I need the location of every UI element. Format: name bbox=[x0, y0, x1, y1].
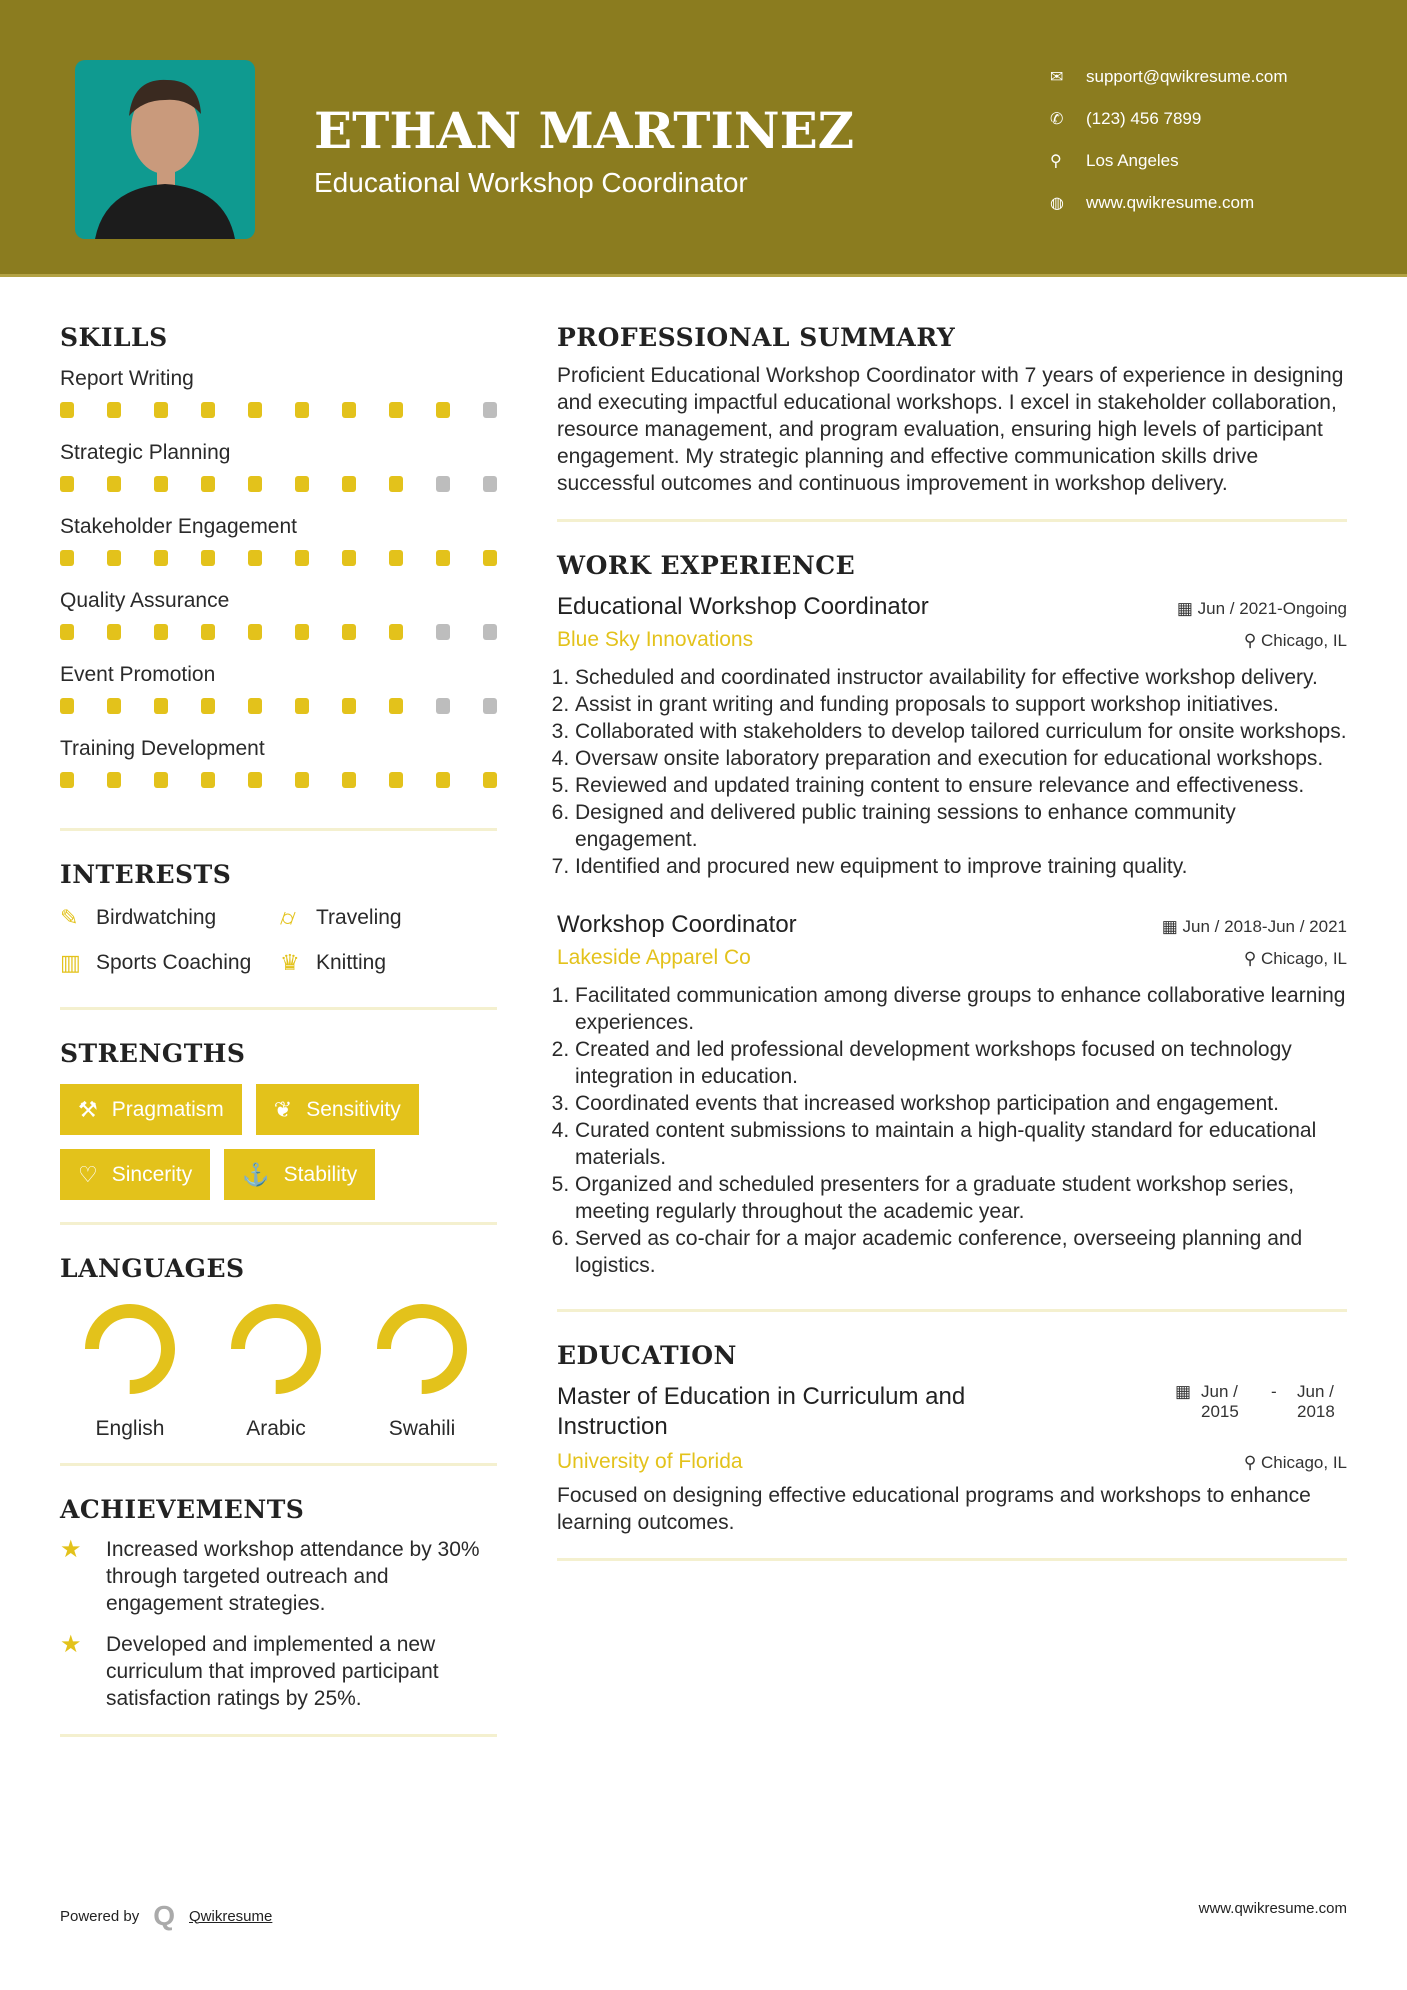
job-dates bbox=[1162, 917, 1347, 937]
rating-dot bbox=[295, 550, 309, 566]
contact-website[interactable] bbox=[1050, 182, 1288, 224]
candidate-title: Educational Workshop Coordinator bbox=[314, 167, 748, 198]
job-entry bbox=[557, 592, 1347, 880]
skill-label: Event Promotion bbox=[60, 663, 216, 686]
rating-dot bbox=[154, 402, 168, 418]
company-name: Blue Sky Innovations bbox=[557, 628, 754, 651]
skill-rating bbox=[60, 618, 497, 658]
rating-dot bbox=[295, 402, 309, 418]
section-heading: SKILLS bbox=[60, 323, 168, 352]
section-heading: STRENGTHS bbox=[60, 1039, 246, 1068]
divider bbox=[60, 828, 497, 831]
star-icon: ★ bbox=[60, 1631, 82, 1658]
skill-rating bbox=[60, 766, 497, 806]
profile-photo bbox=[75, 60, 255, 239]
rating-dot bbox=[483, 476, 497, 492]
language-item bbox=[60, 1299, 200, 1441]
rating-dot bbox=[342, 624, 356, 640]
job-bullet: 5. Reviewed and updated training content to ensure relevance and effectiveness. bbox=[575, 772, 1347, 799]
section-heading: LANGUAGES bbox=[60, 1254, 245, 1283]
interest-label: Traveling bbox=[316, 905, 402, 929]
divider bbox=[60, 1734, 497, 1737]
rating-dot bbox=[389, 476, 403, 492]
rating-dot bbox=[295, 624, 309, 640]
rating-dot bbox=[248, 550, 262, 566]
interests-section bbox=[60, 859, 497, 985]
rating-dot bbox=[295, 476, 309, 492]
rating-dot bbox=[107, 476, 121, 492]
job-bullet: 1. Facilitated communication among diverse groups to enhance collaborative learning experiences. bbox=[575, 982, 1347, 1036]
phone-icon: ✆ bbox=[1050, 111, 1064, 128]
rating-dot bbox=[154, 476, 168, 492]
rating-dot bbox=[436, 550, 450, 566]
binoculars-icon: ⌭ bbox=[280, 904, 296, 930]
skill-rating bbox=[60, 470, 497, 510]
contact-location bbox=[1050, 140, 1288, 182]
skills-section bbox=[60, 322, 497, 806]
rating-dot bbox=[154, 698, 168, 714]
skill-label: Strategic Planning bbox=[60, 441, 231, 464]
language-item bbox=[206, 1299, 346, 1441]
rating-dot bbox=[436, 772, 450, 788]
trophy-icon: ♛ bbox=[280, 949, 300, 975]
contact-text: (123) 456 7899 bbox=[1086, 109, 1202, 128]
rating-dot bbox=[248, 402, 262, 418]
skill-label: Report Writing bbox=[60, 367, 194, 390]
languages-section bbox=[60, 1253, 497, 1441]
rating-dot bbox=[342, 698, 356, 714]
rating-dot bbox=[342, 476, 356, 492]
rating-dot bbox=[201, 550, 215, 566]
skill-rating bbox=[60, 396, 497, 436]
rating-dot bbox=[483, 624, 497, 640]
header bbox=[0, 0, 1407, 277]
contact-phone[interactable] bbox=[1050, 98, 1288, 140]
rating-dot bbox=[248, 624, 262, 640]
skill-item bbox=[60, 732, 497, 806]
powered-by-label: Powered by bbox=[60, 1907, 140, 1925]
contact-text: support@qwikresume.com bbox=[1086, 67, 1288, 86]
pin-icon: ⚲ bbox=[1243, 949, 1261, 968]
location-text: Chicago, IL bbox=[1261, 631, 1347, 650]
pin-icon: ⚲ bbox=[1243, 631, 1261, 650]
rating-dot bbox=[342, 550, 356, 566]
skill-item bbox=[60, 658, 497, 732]
interest-item bbox=[280, 895, 402, 940]
rating-dot bbox=[60, 402, 74, 418]
rating-dot bbox=[60, 698, 74, 714]
job-bullets bbox=[557, 982, 1347, 1279]
rating-dot bbox=[389, 698, 403, 714]
envelope-icon: ✉ bbox=[1050, 69, 1064, 86]
interest-label: Knitting bbox=[316, 950, 387, 974]
location-text: Chicago, IL bbox=[1261, 1453, 1347, 1472]
rating-dot bbox=[389, 550, 403, 566]
job-bullet: 3. Collaborated with stakeholders to develop tailored curriculum for onsite workshops. bbox=[575, 718, 1347, 745]
education-location bbox=[1244, 1453, 1347, 1473]
rating-dot bbox=[389, 624, 403, 640]
company-name: Lakeside Apparel Co bbox=[557, 946, 751, 969]
job-bullets bbox=[557, 664, 1347, 880]
rating-dot bbox=[154, 550, 168, 566]
rating-dot bbox=[248, 772, 262, 788]
strengths-section bbox=[60, 1038, 497, 1214]
job-location bbox=[1244, 949, 1347, 969]
job-bullet: 6. Served as co-chair for a major academic conference, overseeing planning and logistics. bbox=[575, 1225, 1347, 1279]
brand-link[interactable]: Qwikresume bbox=[189, 1907, 273, 1925]
calendar-icon: ▦ bbox=[1176, 599, 1198, 618]
job-location bbox=[1244, 631, 1347, 651]
rating-dot bbox=[342, 402, 356, 418]
achievement-text: Developed and implemented a new curriculum that improved participant satisfaction ratings by 25%. bbox=[106, 1633, 439, 1710]
language-ring bbox=[226, 1299, 326, 1399]
dates-text: Jun / 2021-Ongoing bbox=[1197, 599, 1347, 618]
divider bbox=[60, 1463, 497, 1466]
rating-dot bbox=[295, 698, 309, 714]
calendar-icon: ▦ bbox=[1174, 1382, 1191, 1401]
interest-label: Birdwatching bbox=[96, 905, 217, 929]
rating-dot bbox=[201, 476, 215, 492]
strength-tag bbox=[60, 1149, 210, 1200]
job-title: Educational Workshop Coordinator bbox=[557, 593, 929, 620]
rating-dot bbox=[483, 772, 497, 788]
right-column bbox=[557, 322, 1347, 1589]
job-bullet: 7. Identified and procured new equipment to improve training quality. bbox=[575, 853, 1347, 880]
section-heading: ACHIEVEMENTS bbox=[60, 1495, 305, 1524]
globe-icon: ◍ bbox=[1050, 195, 1064, 212]
job-bullet: 3. Coordinated events that increased workshop participation and engagement. bbox=[575, 1090, 1347, 1117]
education-dates: ▦ Jun / 2015 - Jun / 2018 bbox=[1175, 1382, 1347, 1422]
contact-email[interactable] bbox=[1050, 56, 1288, 98]
pin-icon: ⚲ bbox=[1243, 1453, 1261, 1472]
skill-label: Stakeholder Engagement bbox=[60, 515, 297, 538]
edit-icon: ✎ bbox=[60, 904, 79, 930]
rating-dot bbox=[201, 698, 215, 714]
rating-dot bbox=[154, 624, 168, 640]
language-ring bbox=[372, 1299, 472, 1399]
suitcase-icon: ▥ bbox=[60, 949, 81, 975]
rating-dot bbox=[107, 624, 121, 640]
interest-item bbox=[60, 895, 280, 940]
divider bbox=[60, 1222, 497, 1225]
achievement-text: Increased workshop attendance by 30% through targeted outreach and engagement strategies. bbox=[106, 1538, 480, 1615]
job-bullet: 5. Organized and scheduled presenters for a graduate student workshop series, meeting regularly throughout the academic year. bbox=[575, 1171, 1347, 1225]
skill-item bbox=[60, 510, 497, 584]
interest-label: Sports Coaching bbox=[96, 950, 252, 974]
skill-label: Quality Assurance bbox=[60, 589, 230, 612]
end-date: Jun / 2018 bbox=[1297, 1382, 1335, 1421]
rating-dot bbox=[60, 476, 74, 492]
degree-title: Master of Education in Curriculum and Instruction bbox=[557, 1383, 966, 1440]
leaf-icon: ❦ bbox=[273, 1096, 293, 1122]
rating-dot bbox=[107, 772, 121, 788]
rating-dot bbox=[483, 402, 497, 418]
achievement-item bbox=[60, 1631, 497, 1712]
skill-rating bbox=[60, 692, 497, 732]
job-bullet: 2. Created and led professional development workshops focused on technology integration in education. bbox=[575, 1036, 1347, 1090]
skill-rating bbox=[60, 544, 497, 584]
rating-dot bbox=[295, 772, 309, 788]
contact-text: Los Angeles bbox=[1086, 151, 1179, 170]
gavel-icon: ⚒ bbox=[78, 1096, 98, 1122]
divider bbox=[557, 1558, 1347, 1561]
rating-dot bbox=[60, 772, 74, 788]
location-text: Chicago, IL bbox=[1261, 949, 1347, 968]
strength-label: Pragmatism bbox=[111, 1097, 224, 1121]
heart-icon: ♡ bbox=[78, 1161, 98, 1187]
rating-dot bbox=[201, 402, 215, 418]
school-name: University of Florida bbox=[557, 1450, 743, 1473]
rating-dot bbox=[389, 402, 403, 418]
strength-label: Sincerity bbox=[111, 1162, 193, 1186]
section-heading: WORK EXPERIENCE bbox=[557, 551, 856, 580]
job-bullet: 1. Scheduled and coordinated instructor availability for effective workshop delivery. bbox=[575, 664, 1347, 691]
left-column bbox=[60, 322, 497, 1765]
rating-dot bbox=[107, 402, 121, 418]
language-label: English bbox=[95, 1417, 165, 1440]
dates-text: Jun / 2018-Jun / 2021 bbox=[1182, 917, 1347, 936]
summary-text: Proficient Educational Workshop Coordinator with 7 years of experience in designing and executing impactful educational workshops. I excel in stakeholder collaboration, resource management, and program evaluation, ensuring high levels of participant engagement. My strategic planning and effective communication skills drive successful outcomes and continuous improvement in workshop delivery. bbox=[557, 364, 1344, 495]
section-heading: PROFESSIONAL SUMMARY bbox=[557, 323, 956, 352]
rating-dot bbox=[483, 698, 497, 714]
job-bullet: 4. Curated content submissions to maintain a high-quality standard for educational materials. bbox=[575, 1117, 1347, 1171]
skill-item bbox=[60, 436, 497, 510]
anchor-icon: ⚓ bbox=[242, 1161, 270, 1187]
divider bbox=[60, 1007, 497, 1010]
star-icon: ★ bbox=[60, 1536, 82, 1563]
language-ring bbox=[80, 1299, 180, 1399]
divider bbox=[557, 519, 1347, 522]
section-heading: INTERESTS bbox=[60, 860, 232, 889]
job-bullet: 4. Oversaw onsite laboratory preparation and execution for educational workshops. bbox=[575, 745, 1347, 772]
section-heading: EDUCATION bbox=[557, 1341, 737, 1370]
rating-dot bbox=[201, 624, 215, 640]
strength-label: Stability bbox=[283, 1162, 358, 1186]
strength-label: Sensitivity bbox=[306, 1097, 401, 1121]
rating-dot bbox=[342, 772, 356, 788]
map-pin-icon: ⚲ bbox=[1050, 153, 1062, 170]
rating-dot bbox=[436, 624, 450, 640]
rating-dot bbox=[248, 476, 262, 492]
rating-dot bbox=[389, 772, 403, 788]
divider bbox=[557, 1309, 1347, 1312]
start-date: Jun / 2015 bbox=[1201, 1382, 1239, 1421]
rating-dot bbox=[201, 772, 215, 788]
footer-website[interactable]: www.qwikresume.com bbox=[1198, 1900, 1347, 1917]
language-item bbox=[352, 1299, 492, 1441]
job-bullet: 6. Designed and delivered public training sessions to enhance community engagement. bbox=[575, 799, 1347, 853]
strength-tag bbox=[224, 1149, 375, 1200]
achievement-item bbox=[60, 1536, 497, 1617]
job-bullet: 2. Assist in grant writing and funding proposals to support workshop initiatives. bbox=[575, 691, 1347, 718]
rating-dot bbox=[107, 550, 121, 566]
education-text: Focused on designing effective educational programs and workshops to enhance learning outcomes. bbox=[557, 1484, 1311, 1534]
rating-dot bbox=[436, 476, 450, 492]
footer-powered-by bbox=[60, 1900, 272, 1932]
education-section bbox=[557, 1340, 1347, 1536]
language-label: Arabic bbox=[246, 1417, 306, 1440]
rating-dot bbox=[60, 624, 74, 640]
interest-item bbox=[280, 940, 386, 985]
job-entry bbox=[557, 910, 1347, 1279]
candidate-name: ETHAN MARTINEZ bbox=[314, 101, 855, 160]
interest-item bbox=[60, 940, 280, 985]
experience-section bbox=[557, 550, 1347, 1279]
summary-section bbox=[557, 322, 1347, 497]
job-title: Workshop Coordinator bbox=[557, 911, 797, 938]
calendar-icon: ▦ bbox=[1161, 917, 1183, 936]
strength-tag bbox=[60, 1084, 242, 1135]
skill-label: Training Development bbox=[60, 737, 265, 760]
rating-dot bbox=[248, 698, 262, 714]
contact-list bbox=[1050, 56, 1288, 224]
skill-item bbox=[60, 362, 497, 436]
contact-text: www.qwikresume.com bbox=[1086, 193, 1255, 212]
rating-dot bbox=[436, 402, 450, 418]
achievements-section bbox=[60, 1494, 497, 1712]
rating-dot bbox=[154, 772, 168, 788]
rating-dot bbox=[483, 550, 497, 566]
rating-dot bbox=[107, 698, 121, 714]
language-label: Swahili bbox=[388, 1417, 456, 1440]
job-dates bbox=[1177, 599, 1347, 619]
rating-dot bbox=[60, 550, 74, 566]
skill-item bbox=[60, 584, 497, 658]
strength-tag bbox=[256, 1084, 419, 1135]
rating-dot bbox=[436, 698, 450, 714]
qwikresume-logo-icon: Q bbox=[153, 1900, 175, 1931]
